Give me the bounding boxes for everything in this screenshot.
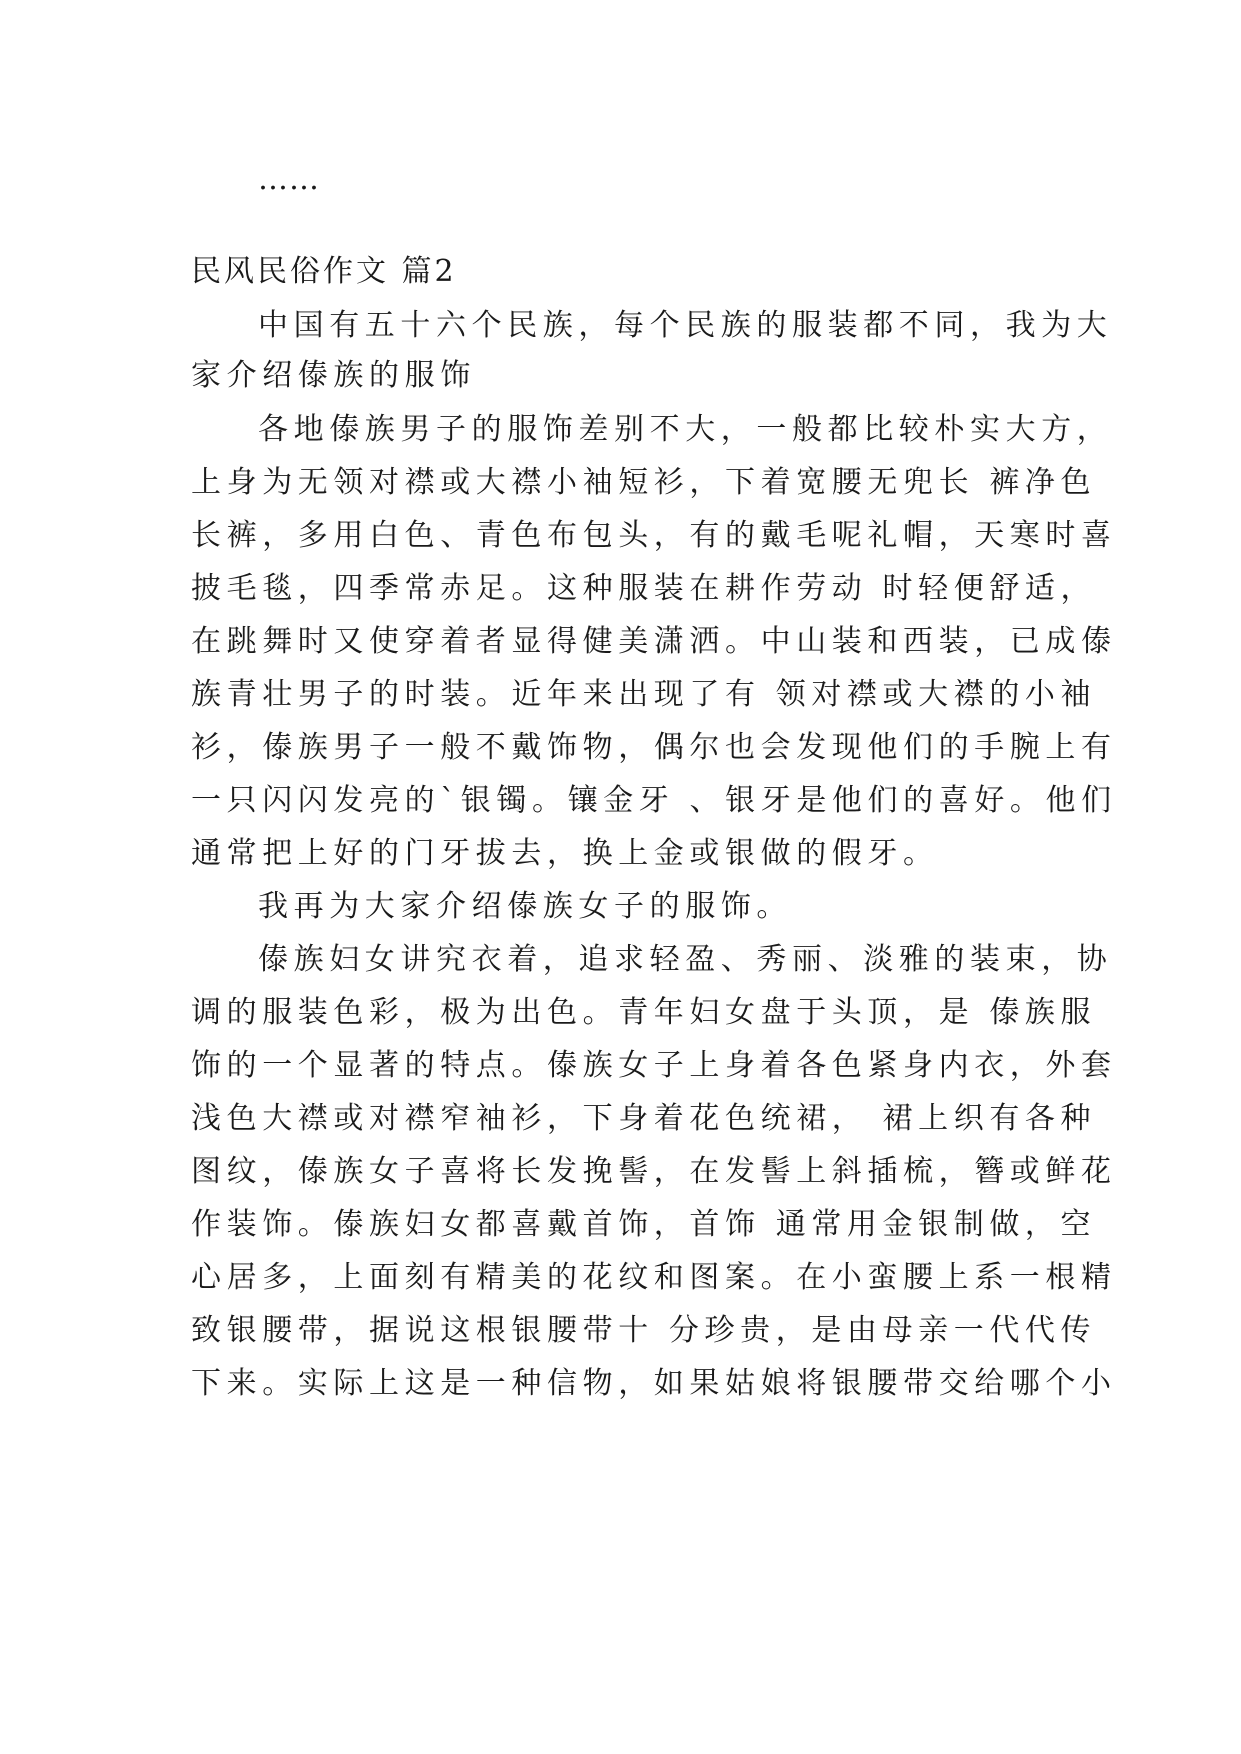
text-line: 衫，傣族男子一般不戴饰物，偶尔也会发现他们的手腕上有	[191, 730, 1117, 765]
text-line: 致银腰带，据说这根银腰带十 分珍贵，是由母亲一代代传	[191, 1313, 1097, 1348]
text-line: 调的服装色彩，极为出色。青年妇女盘于头顶，是 傣族服	[191, 995, 1097, 1030]
text-line: 下来。实际上这是一种信物，如果姑娘将银腰带交给哪个小	[191, 1366, 1117, 1401]
text-line: 我再为大家介绍傣族女子的服饰。	[258, 889, 792, 924]
text-line: 长裤，多用白色、青色布包头，有的戴毛呢礼帽，天寒时喜	[191, 518, 1117, 553]
text-line: 傣族妇女讲究衣着，追求轻盈、秀丽、淡雅的装束，协	[258, 942, 1113, 977]
text-line: 通常把上好的门牙拔去，换上金或银做的假牙。	[191, 836, 939, 871]
text-line: 上身为无领对襟或大襟小袖短衫，下着宽腰无兜长 裤净色	[191, 465, 1097, 500]
text-line: 披毛毯，四季常赤足。这种服装在耕作劳动 时轻便舒适，	[191, 571, 1097, 606]
section-heading: 民风民俗作文 篇2	[191, 254, 457, 289]
ellipsis-marker: ……	[258, 162, 320, 197]
text-line: 浅色大襟或对襟窄袖衫，下身着花色统裙， 裙上织有各种	[191, 1101, 1097, 1136]
text-line: 中国有五十六个民族，每个民族的服装都不同，我为大	[258, 308, 1113, 343]
text-line: 家介绍傣族的服饰	[191, 358, 476, 393]
text-line: 在跳舞时又使穿着者显得健美潇洒。中山装和西装，已成傣	[191, 624, 1117, 659]
text-line: 作装饰。傣族妇女都喜戴首饰，首饰 通常用金银制做，空	[191, 1207, 1097, 1242]
text-line: 一只闪闪发亮的`银镯。镶金牙 、银牙是他们的喜好。他们	[191, 783, 1117, 818]
text-line: 族青壮男子的时装。近年来出现了有 领对襟或大襟的小袖	[191, 677, 1097, 712]
text-line: 图纹，傣族女子喜将长发挽髻，在发髻上斜插梳，簪或鲜花	[191, 1154, 1117, 1189]
text-line: 饰的一个显著的特点。傣族女子上身着各色紧身内衣，外套	[191, 1048, 1117, 1083]
text-line: 心居多，上面刻有精美的花纹和图案。在小蛮腰上系一根精	[191, 1260, 1117, 1295]
text-line: 各地傣族男子的服饰差别不大，一般都比较朴实大方，	[258, 412, 1113, 447]
